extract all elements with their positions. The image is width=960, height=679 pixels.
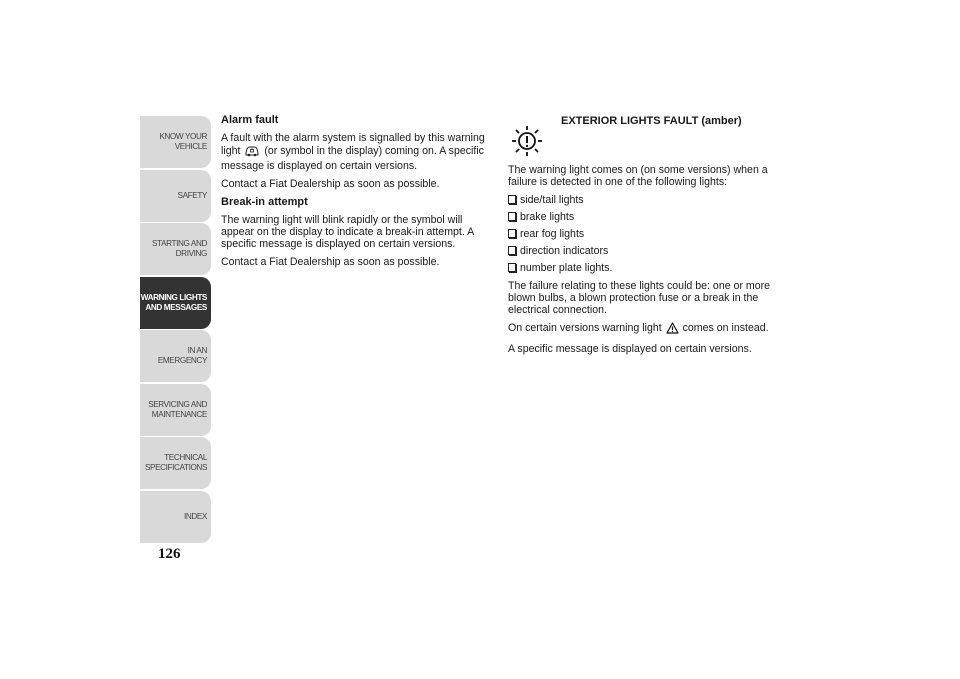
alarm-text-after-icon: (or symbol in the display) coming on. A specific message is displayed on certain versions. xyxy=(221,145,484,172)
tab-index[interactable]: INDEX xyxy=(140,491,211,543)
list-item-label: rear fog lights xyxy=(520,228,585,240)
break-in-contact-text: Contact a Fiat Dealership as soon as possible. xyxy=(221,256,440,268)
specific-message-text: A specific message is displayed on certain versions. xyxy=(508,343,752,355)
tab-warning-lights-and-messages[interactable]: WARNING LIGHTS AND MESSAGES xyxy=(140,277,211,329)
list-item-label: brake lights xyxy=(520,211,575,223)
tab-starting-and-driving[interactable]: STARTING AND DRIVING xyxy=(140,223,211,275)
break-in-text: The warning light will blink rapidly or the symbol will appear on the display to indicate a break-in attempt. A specific message is displayed on certain versions. xyxy=(221,214,474,250)
tab-servicing-and-maintenance[interactable]: SERVICING AND MAINTENANCE xyxy=(140,384,211,436)
exterior-lights-header xyxy=(508,114,788,164)
alarm-fault-text xyxy=(221,132,496,172)
checkbox-bullet-icon xyxy=(508,195,516,204)
tab-technical-specifications[interactable]: TECHNICAL SPECIFICATIONS xyxy=(140,437,211,489)
checkbox-bullet-icon xyxy=(508,212,516,221)
right-column xyxy=(508,114,788,361)
tab-in-an-emergency[interactable]: IN AN EMERGENCY xyxy=(140,330,211,382)
versions-text-after-icon: comes on instead. xyxy=(682,322,769,334)
list-item-label: direction indicators xyxy=(520,245,609,257)
tab-know-your-vehicle[interactable]: KNOW YOUR VEHICLE xyxy=(140,116,211,168)
break-in-heading: Break-in attempt xyxy=(221,196,308,208)
checkbox-bullet-icon xyxy=(508,229,516,238)
exterior-lights-heading: EXTERIOR LIGHTS FAULT (amber) xyxy=(561,115,742,127)
lights-list xyxy=(508,194,788,274)
list-item-label: number plate lights. xyxy=(520,262,613,274)
versions-text-before-icon: On certain versions warning light xyxy=(508,322,662,334)
alarm-fault-heading: Alarm fault xyxy=(221,114,279,126)
left-column xyxy=(221,114,496,274)
list-item xyxy=(508,211,788,223)
list-item xyxy=(508,228,788,240)
checkbox-bullet-icon xyxy=(508,263,516,272)
alarm-text-before-icon: A fault with the alarm system is signalled by this warning light xyxy=(221,132,485,157)
checkbox-bullet-icon xyxy=(508,246,516,255)
car-alarm-icon xyxy=(244,144,260,160)
failure-text: The failure relating to these lights could be: one or more blown bulbs, a blown protection fuse or a break in the electrical connection. xyxy=(508,280,771,316)
exterior-lights-intro: The warning light comes on (on some versions) when a failure is detected in one of the following lights: xyxy=(508,164,768,188)
exterior-light-fault-icon xyxy=(508,122,546,160)
list-item xyxy=(508,262,788,274)
tab-safety[interactable]: SAFETY xyxy=(140,170,211,222)
versions-text xyxy=(508,322,788,337)
alarm-contact-text: Contact a Fiat Dealership as soon as possible. xyxy=(221,178,440,190)
list-item xyxy=(508,194,788,206)
chapter-tabs xyxy=(140,116,211,544)
warning-triangle-icon xyxy=(666,322,679,337)
list-item-label: side/tail lights xyxy=(520,194,584,206)
page-number: 126 xyxy=(158,546,181,562)
list-item xyxy=(508,245,788,257)
